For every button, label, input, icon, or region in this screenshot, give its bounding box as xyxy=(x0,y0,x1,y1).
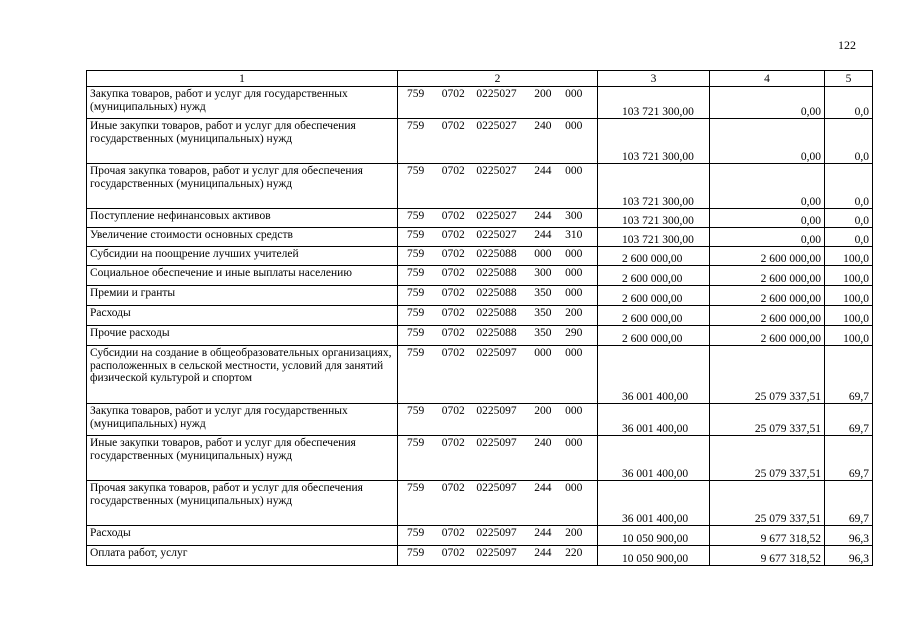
code-target: 0225097 xyxy=(476,527,517,539)
code-target: 0225097 xyxy=(476,547,517,559)
code-grbs: 759 xyxy=(407,527,425,539)
code-kosgu: 000 xyxy=(565,405,583,417)
code-kosgu: 200 xyxy=(565,307,583,319)
code-section: 0702 xyxy=(441,405,465,417)
row-name: Иные закупки товаров, работ и услуг для обеспечения государственных (муниципальных) нужд xyxy=(87,436,398,481)
row-name: Закупка товаров, работ и услуг для государственных (муниципальных) нужд xyxy=(87,404,398,436)
table-row xyxy=(87,436,873,481)
row-percent: 69,7 xyxy=(825,346,873,404)
row-codes xyxy=(398,286,598,306)
row-percent: 69,7 xyxy=(825,404,873,436)
row-assigned-amount: 103 721 300,00 xyxy=(598,164,710,209)
row-assigned-amount: 103 721 300,00 xyxy=(598,119,710,164)
code-kosgu: 000 xyxy=(565,88,583,100)
code-type: 244 xyxy=(534,482,552,494)
budget-table xyxy=(86,70,873,566)
code-type: 244 xyxy=(534,547,552,559)
header-row xyxy=(87,71,873,87)
row-executed-amount: 25 079 337,51 xyxy=(710,404,825,436)
row-codes xyxy=(398,404,598,436)
code-target: 0225097 xyxy=(476,405,517,417)
row-executed-amount: 2 600 000,00 xyxy=(710,286,825,306)
row-assigned-amount: 10 050 900,00 xyxy=(598,546,710,566)
row-percent: 0,0 xyxy=(825,87,873,119)
row-codes xyxy=(398,546,598,566)
header-col-4: 4 xyxy=(710,71,825,87)
code-kosgu: 000 xyxy=(565,267,583,279)
code-kosgu: 290 xyxy=(565,327,583,339)
code-type: 350 xyxy=(534,327,552,339)
row-name: Поступление нефинансовых активов xyxy=(87,209,398,228)
code-grbs: 759 xyxy=(407,327,425,339)
row-percent: 69,7 xyxy=(825,436,873,481)
row-name: Увеличение стоимости основных средств xyxy=(87,228,398,247)
code-type: 200 xyxy=(534,88,552,100)
code-section: 0702 xyxy=(441,527,465,539)
code-section: 0702 xyxy=(441,165,465,177)
header-col-5: 5 xyxy=(825,71,873,87)
table-row xyxy=(87,119,873,164)
code-target: 0225027 xyxy=(476,88,517,100)
table-row xyxy=(87,266,873,286)
row-assigned-amount: 103 721 300,00 xyxy=(598,228,710,247)
code-type: 000 xyxy=(534,347,552,359)
code-kosgu: 000 xyxy=(565,165,583,177)
row-name: Прочие расходы xyxy=(87,326,398,346)
row-codes xyxy=(398,164,598,209)
row-assigned-amount: 2 600 000,00 xyxy=(598,306,710,326)
row-assigned-amount: 2 600 000,00 xyxy=(598,326,710,346)
code-grbs: 759 xyxy=(407,437,425,449)
row-name: Оплата работ, услуг xyxy=(87,546,398,566)
row-percent: 100,0 xyxy=(825,286,873,306)
row-codes xyxy=(398,228,598,247)
row-codes xyxy=(398,247,598,266)
code-grbs: 759 xyxy=(407,482,425,494)
row-assigned-amount: 36 001 400,00 xyxy=(598,436,710,481)
code-grbs: 759 xyxy=(407,267,425,279)
table-row xyxy=(87,286,873,306)
table-row xyxy=(87,481,873,526)
row-name: Иные закупки товаров, работ и услуг для обеспечения государственных (муниципальных) нужд xyxy=(87,119,398,164)
code-target: 0225027 xyxy=(476,120,517,132)
table-row xyxy=(87,346,873,404)
table-row xyxy=(87,526,873,546)
row-name: Премии и гранты xyxy=(87,286,398,306)
code-kosgu: 000 xyxy=(565,120,583,132)
table-row xyxy=(87,546,873,566)
table-row xyxy=(87,326,873,346)
row-percent: 100,0 xyxy=(825,326,873,346)
row-name: Прочая закупка товаров, работ и услуг для обеспечения государственных (муниципальных) нужд xyxy=(87,481,398,526)
row-codes xyxy=(398,481,598,526)
row-name: Прочая закупка товаров, работ и услуг для обеспечения государственных (муниципальных) нужд xyxy=(87,164,398,209)
code-grbs: 759 xyxy=(407,287,425,299)
table-body xyxy=(87,87,873,566)
row-percent: 100,0 xyxy=(825,247,873,266)
code-type: 240 xyxy=(534,437,552,449)
row-assigned-amount: 36 001 400,00 xyxy=(598,481,710,526)
row-executed-amount: 9 677 318,52 xyxy=(710,526,825,546)
code-section: 0702 xyxy=(441,307,465,319)
code-grbs: 759 xyxy=(407,210,425,222)
header-col-1: 1 xyxy=(87,71,398,87)
row-percent: 96,3 xyxy=(825,526,873,546)
code-target: 0225097 xyxy=(476,437,517,449)
row-codes xyxy=(398,266,598,286)
row-executed-amount: 0,00 xyxy=(710,87,825,119)
code-grbs: 759 xyxy=(407,88,425,100)
code-type: 200 xyxy=(534,405,552,417)
code-kosgu: 000 xyxy=(565,437,583,449)
code-section: 0702 xyxy=(441,120,465,132)
row-assigned-amount: 2 600 000,00 xyxy=(598,286,710,306)
code-kosgu: 200 xyxy=(565,527,583,539)
row-assigned-amount: 10 050 900,00 xyxy=(598,526,710,546)
code-type: 350 xyxy=(534,287,552,299)
code-kosgu: 000 xyxy=(565,482,583,494)
row-name: Субсидии на создание в общеобразовательных организациях, расположенных в сельской местности, условий для занятий физической культурой и спортом xyxy=(87,346,398,404)
table-row xyxy=(87,209,873,228)
row-assigned-amount: 103 721 300,00 xyxy=(598,87,710,119)
table-row xyxy=(87,247,873,266)
row-executed-amount: 2 600 000,00 xyxy=(710,306,825,326)
row-codes xyxy=(398,526,598,546)
table-row xyxy=(87,306,873,326)
code-grbs: 759 xyxy=(407,120,425,132)
row-executed-amount: 25 079 337,51 xyxy=(710,481,825,526)
row-name: Расходы xyxy=(87,526,398,546)
code-kosgu: 000 xyxy=(565,248,583,260)
code-grbs: 759 xyxy=(407,307,425,319)
code-grbs: 759 xyxy=(407,547,425,559)
row-percent: 69,7 xyxy=(825,481,873,526)
row-codes xyxy=(398,119,598,164)
code-target: 0225088 xyxy=(476,248,517,260)
row-codes xyxy=(398,436,598,481)
row-assigned-amount: 36 001 400,00 xyxy=(598,346,710,404)
row-codes xyxy=(398,306,598,326)
code-grbs: 759 xyxy=(407,165,425,177)
code-target: 0225088 xyxy=(476,307,517,319)
code-type: 244 xyxy=(534,527,552,539)
row-percent: 0,0 xyxy=(825,119,873,164)
code-grbs: 759 xyxy=(407,229,425,241)
row-executed-amount: 2 600 000,00 xyxy=(710,326,825,346)
row-assigned-amount: 103 721 300,00 xyxy=(598,209,710,228)
row-executed-amount: 2 600 000,00 xyxy=(710,266,825,286)
code-target: 0225088 xyxy=(476,267,517,279)
header-col-3: 3 xyxy=(598,71,710,87)
row-executed-amount: 2 600 000,00 xyxy=(710,247,825,266)
row-assigned-amount: 36 001 400,00 xyxy=(598,404,710,436)
code-grbs: 759 xyxy=(407,347,425,359)
row-percent: 100,0 xyxy=(825,306,873,326)
code-target: 0225088 xyxy=(476,327,517,339)
code-kosgu: 220 xyxy=(565,547,583,559)
code-type: 244 xyxy=(534,165,552,177)
code-section: 0702 xyxy=(441,210,465,222)
code-section: 0702 xyxy=(441,437,465,449)
row-assigned-amount: 2 600 000,00 xyxy=(598,266,710,286)
code-section: 0702 xyxy=(441,267,465,279)
row-name: Закупка товаров, работ и услуг для государственных (муниципальных) нужд xyxy=(87,87,398,119)
row-name: Субсидии на поощрение лучших учителей xyxy=(87,247,398,266)
code-target: 0225027 xyxy=(476,165,517,177)
row-executed-amount: 0,00 xyxy=(710,164,825,209)
code-section: 0702 xyxy=(441,88,465,100)
header-col-2: 2 xyxy=(398,71,598,87)
code-target: 0225027 xyxy=(476,210,517,222)
code-target: 0225088 xyxy=(476,287,517,299)
row-codes xyxy=(398,209,598,228)
table-row xyxy=(87,87,873,119)
code-type: 350 xyxy=(534,307,552,319)
code-kosgu: 310 xyxy=(565,229,583,241)
code-section: 0702 xyxy=(441,327,465,339)
row-codes xyxy=(398,326,598,346)
code-kosgu: 000 xyxy=(565,287,583,299)
row-executed-amount: 25 079 337,51 xyxy=(710,346,825,404)
table-row xyxy=(87,164,873,209)
row-percent: 0,0 xyxy=(825,228,873,247)
code-section: 0702 xyxy=(441,347,465,359)
row-percent: 100,0 xyxy=(825,266,873,286)
code-target: 0225097 xyxy=(476,347,517,359)
row-percent: 0,0 xyxy=(825,209,873,228)
code-section: 0702 xyxy=(441,287,465,299)
row-executed-amount: 25 079 337,51 xyxy=(710,436,825,481)
table-row xyxy=(87,404,873,436)
code-kosgu: 300 xyxy=(565,210,583,222)
row-codes xyxy=(398,87,598,119)
row-percent: 96,3 xyxy=(825,546,873,566)
table-row xyxy=(87,228,873,247)
code-type: 244 xyxy=(534,229,552,241)
row-executed-amount: 0,00 xyxy=(710,119,825,164)
code-type: 000 xyxy=(534,248,552,260)
code-type: 244 xyxy=(534,210,552,222)
row-executed-amount: 0,00 xyxy=(710,228,825,247)
row-name: Расходы xyxy=(87,306,398,326)
code-section: 0702 xyxy=(441,248,465,260)
code-grbs: 759 xyxy=(407,248,425,260)
code-type: 300 xyxy=(534,267,552,279)
row-executed-amount: 0,00 xyxy=(710,209,825,228)
code-section: 0702 xyxy=(441,482,465,494)
row-name: Социальное обеспечение и иные выплаты населению xyxy=(87,266,398,286)
code-section: 0702 xyxy=(441,547,465,559)
page-number: 122 xyxy=(838,38,856,52)
row-assigned-amount: 2 600 000,00 xyxy=(598,247,710,266)
code-kosgu: 000 xyxy=(565,347,583,359)
code-type: 240 xyxy=(534,120,552,132)
row-percent: 0,0 xyxy=(825,164,873,209)
code-target: 0225097 xyxy=(476,482,517,494)
row-executed-amount: 9 677 318,52 xyxy=(710,546,825,566)
code-target: 0225027 xyxy=(476,229,517,241)
row-codes xyxy=(398,346,598,404)
code-section: 0702 xyxy=(441,229,465,241)
code-grbs: 759 xyxy=(407,405,425,417)
